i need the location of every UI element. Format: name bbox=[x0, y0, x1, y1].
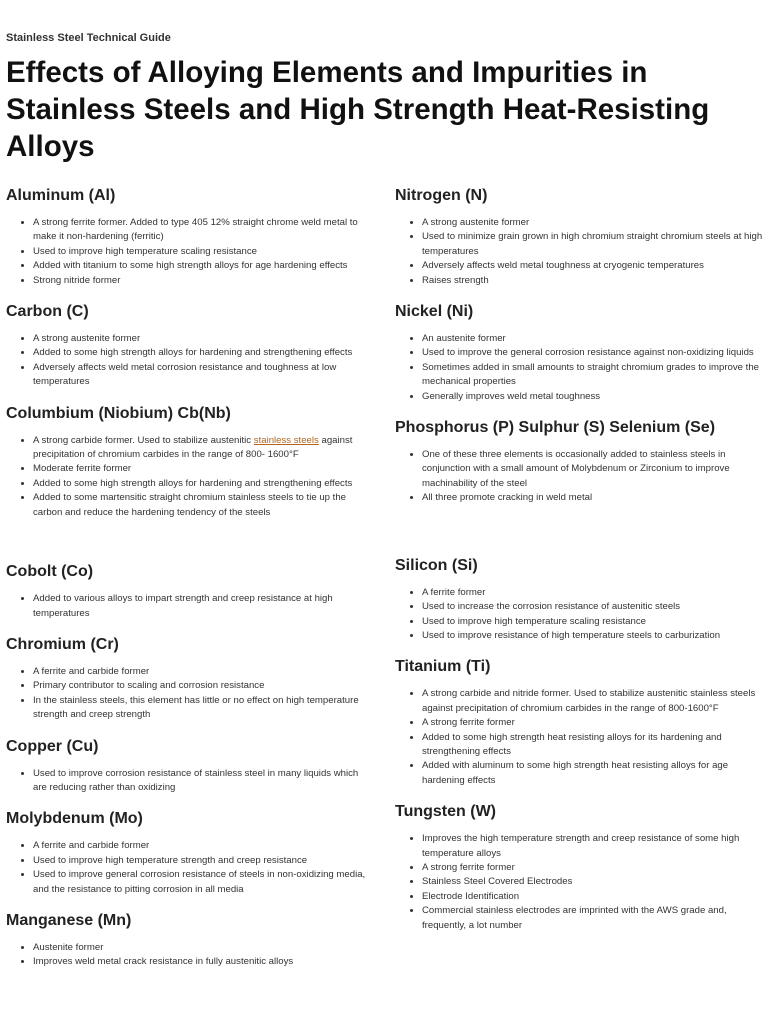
section-copper bbox=[6, 737, 368, 796]
list-item: • One of these three elements is occasionally added to stainless steels in conjunction with a small amount of Molybdenum or Zirconium to improve machinability of the steel bbox=[422, 448, 763, 491]
list-item: • Strong nitride former bbox=[33, 274, 368, 288]
section-nickel bbox=[395, 302, 763, 404]
list-item: • All three promote cracking in weld metal bbox=[422, 491, 763, 505]
bullet-list bbox=[6, 434, 368, 520]
list-item: • A strong austenite former bbox=[422, 216, 763, 230]
section-heading: Nickel (Ni) bbox=[395, 303, 474, 321]
list-item: • An austenite former bbox=[422, 332, 763, 346]
bullet-list bbox=[395, 448, 763, 506]
list-item: • Stainless Steel Covered Electrodes bbox=[422, 875, 763, 889]
list-item: • Added with titanium to some high strength alloys for age hardening effects bbox=[33, 259, 368, 273]
list-item: • Added to some high strength alloys for hardening and strengthening effects bbox=[33, 477, 368, 491]
list-item: • Added to some high strength alloys for hardening and strengthening effects bbox=[33, 346, 368, 360]
page-title: Effects of Alloying Elements and Impurities in Stainless Steels and High Strength Heat-Resisting Alloys bbox=[6, 56, 710, 163]
list-item: • Used to improve high temperature scaling resistance bbox=[422, 615, 763, 629]
list-item: • Primary contributor to scaling and corrosion resistance bbox=[33, 679, 368, 693]
guide-label: Stainless Steel Technical Guide bbox=[6, 32, 171, 44]
list-item: • Moderate ferrite former bbox=[33, 462, 368, 476]
list-item: • Improves weld metal crack resistance in fully austenitic alloys bbox=[33, 955, 368, 969]
section-silicon bbox=[395, 556, 763, 644]
list-item: • A ferrite and carbide former bbox=[33, 665, 368, 679]
list-item: • Used to minimize grain grown in high chromium straight chromium steels at high temperatures bbox=[422, 230, 763, 259]
list-item: • Used to increase the corrosion resistance of austenitic steels bbox=[422, 600, 763, 614]
bullet-list bbox=[6, 767, 368, 796]
list-item: • A strong ferrite former bbox=[422, 861, 763, 875]
bullet-list bbox=[6, 592, 368, 621]
list-item: • Added to some martensitic straight chromium stainless steels to tie up the carbon and reduce the hardening tendency of the steels bbox=[33, 491, 368, 520]
list-item: • Raises strength bbox=[422, 274, 763, 288]
list-item: • Electrode Identification bbox=[422, 890, 763, 904]
list-item: • Improves the high temperature strength and creep resistance of some high temperature alloys bbox=[422, 832, 763, 861]
list-item: • A ferrite former bbox=[422, 586, 763, 600]
section-manganese bbox=[6, 911, 368, 970]
section-heading: Columbium (Niobium) Cb(Nb) bbox=[6, 404, 231, 422]
list-item bbox=[33, 434, 368, 463]
list-item: • A strong carbide and nitride former. Used to stabilize austenitic stainless steels against precipitation of chromium carbides in the range of 800-1600°F bbox=[422, 687, 763, 716]
list-item: • Added to various alloys to impart strength and creep resistance at high temperatures bbox=[33, 592, 368, 621]
section-cobolt bbox=[6, 562, 368, 621]
bullet-list bbox=[6, 941, 368, 970]
list-item: • Adversely affects weld metal corrosion resistance and toughness at low temperatures bbox=[33, 361, 368, 390]
list-item: • Used to improve resistance of high temperature steels to carburization bbox=[422, 629, 763, 643]
section-heading: Nitrogen (N) bbox=[395, 187, 488, 204]
list-item: • Used to improve the general corrosion resistance against non-oxidizing liquids bbox=[422, 346, 763, 360]
list-item: • Adversely affects weld metal toughness at cryogenic temperatures bbox=[422, 259, 763, 273]
list-item: • Used to improve high temperature strength and creep resistance bbox=[33, 854, 368, 868]
bullet-list bbox=[395, 216, 763, 288]
list-item: • A ferrite and carbide former bbox=[33, 839, 368, 853]
bullet-list bbox=[6, 216, 368, 288]
item-text: against precipitation of chromium carbides in the range of 800- 1600°F bbox=[33, 434, 353, 461]
list-item: • Commercial stainless electrodes are imprinted with the AWS grade and, frequently, a lot number bbox=[422, 904, 763, 933]
bullet-list bbox=[395, 687, 763, 788]
bullet-list bbox=[6, 332, 368, 390]
list-item: • A strong ferrite former bbox=[422, 716, 763, 730]
list-item: • Added to some high strength heat resisting alloys for its hardening and strengthening effects bbox=[422, 731, 763, 760]
section-heading: Cobolt (Co) bbox=[6, 563, 94, 581]
section-heading: Tungsten (W) bbox=[395, 803, 497, 821]
item-text: A strong carbide former. Used to stabilize austenitic bbox=[33, 434, 254, 446]
left-column bbox=[6, 186, 368, 970]
list-item: • In the stainless steels, this element has little or no effect on high temperature strength and creep strength bbox=[33, 694, 368, 723]
list-item: • A strong austenite former bbox=[33, 332, 368, 346]
section-heading: Copper (Cu) bbox=[6, 737, 99, 755]
section-titanium bbox=[395, 657, 763, 788]
list-item: • Added with aluminum to some high strength heat resisting alloys for age hardening effects bbox=[422, 759, 763, 788]
right-column bbox=[395, 186, 763, 933]
list-item: • Used to improve high temperature scaling resistance bbox=[33, 245, 368, 259]
section-heading: Aluminum (Al) bbox=[6, 187, 116, 204]
section-phosphorus-sulphur-selenium bbox=[395, 418, 763, 506]
list-item: • Generally improves weld metal toughness bbox=[422, 390, 763, 404]
section-heading: Silicon (Si) bbox=[395, 556, 478, 574]
list-item: • Sometimes added in small amounts to straight chromium grades to improve the mechanical properties bbox=[422, 361, 763, 390]
section-molybdenum bbox=[6, 809, 368, 897]
list-item: • Austenite former bbox=[33, 941, 368, 955]
bullet-list bbox=[395, 586, 763, 644]
section-chromium bbox=[6, 635, 368, 723]
section-carbon bbox=[6, 302, 368, 390]
section-columbium bbox=[6, 404, 368, 520]
list-item: • Used to improve general corrosion resistance of steels in non-oxidizing media, and the resistance to pitting corrosion in all media bbox=[33, 868, 368, 897]
bullet-list bbox=[395, 332, 763, 404]
bullet-list bbox=[395, 832, 763, 933]
section-heading: Manganese (Mn) bbox=[6, 911, 132, 929]
section-heading: Chromium (Cr) bbox=[6, 635, 119, 653]
list-item: • Used to improve corrosion resistance of stainless steel in many liquids which are reducing rather than oxidizing bbox=[33, 767, 368, 796]
section-nitrogen bbox=[395, 186, 763, 288]
section-heading: Phosphorus (P) Sulphur (S) Selenium (Se) bbox=[395, 419, 716, 437]
bullet-list bbox=[6, 839, 368, 897]
section-heading: Titanium (Ti) bbox=[395, 658, 491, 676]
section-heading: Molybdenum (Mo) bbox=[6, 810, 143, 828]
stainless-steels-link[interactable]: stainless steels bbox=[253, 434, 319, 446]
section-heading: Carbon (C) bbox=[6, 303, 89, 321]
list-item: • A strong ferrite former. Added to type 405 12% straight chrome weld metal to make it non-hardening (ferritic) bbox=[33, 216, 368, 245]
bullet-list bbox=[6, 665, 368, 723]
section-aluminum bbox=[6, 186, 368, 288]
section-tungsten bbox=[395, 802, 763, 933]
